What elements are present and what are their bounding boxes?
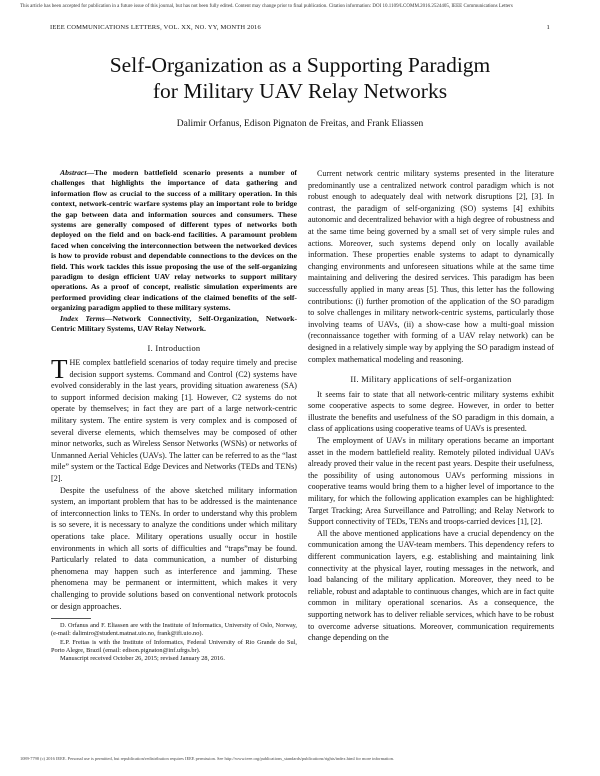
right-column — [308, 168, 554, 644]
index-terms-text: —Network Connectivity, Self-Organization, Network-Centric Military Systems, UAV Relay Network. — [51, 313, 298, 334]
index-terms-label: Index Terms — [60, 313, 105, 323]
paper-title — [40, 52, 560, 104]
section-heading-introduction: I. Introduction — [147, 343, 201, 353]
title-line-1: Self-Organization as a Supporting Paradigm — [109, 53, 491, 77]
intro-paragraph-1 — [51, 354, 297, 485]
left-column — [51, 168, 297, 663]
publication-notice: This article has been accepted for publication in a future issue of this journal, but has not been fully edited. Content may change prior to final publication. Citation information: DOI 10.1109/LCOMM.2016.2524405, IEEE Communications Letters — [20, 4, 513, 9]
footnote-affiliation-1: D. Orfanus and F. Eliassen are with the Institute of Informatics, University of Oslo, Norway, (e-mail: dalimiro@student.matnat.uio.no, frank@ifi.uio.no). — [51, 622, 297, 638]
abstract-text: —The modern battlefield scenario presents a number of challenges that highlights the importance of data gathering and information flow as crucial to the success of a military operation. In this context, network-centric warfare systems play an important role to bridge the gap between data and information sources and consumers. These systems are generally composed of different types of networks both deployed on the field and on back-end facilities. A paramount problem faced when conceiving the interconnection between the networked devices is how to provide robust and dependable connections to the devices on the field. This work tackles this issue proposing the use of the self-organizing paradigm to design efficient UAV relay networks to support military operations. As a proof of concept, realistic simulation experiments are performed providing clear indications of the claimed benefits of the self-organizing paradigm applied to these military systems. — [51, 168, 297, 313]
section2-paragraph-3: All the above mentioned applications have a crucial dependency on the communication among the UAV-team members. This dependency refers to different communication layers, e.g. establishing and maintaining link connectivity at the physical layer, routing messages in the network, and load balancing of the military application. Moreover, they need to be reliable, robust and adaptable to continuous changes, which are in fact quite common in military operational scenarios. As a consequence, the supporting network has to deliver reliable services, which have to be robust to overcome adverse situations. Moreover, communication requirements change depending on the — [308, 528, 554, 643]
intro-paragraph-2: Despite the usefulness of the above sketched military information system, an important problem that has to be addressed is the maintenance of interconnection links to TENs. In order to understand why this problem is so severe, it is necessary to analyze the conditions under which military operations take place. Military operations usually occur in hostile environments in which all sorts of difficulties and “traps”may be found. Particularly related to data communication, a number of disturbing phenomena may happen such as interference and jamming. These phenomena may be permanent or intermittent, which makes it very challenging to provide solutions based on conventional network protocols or design approaches. — [51, 485, 297, 611]
section2-paragraph-2: The employment of UAVs in military operations became an important asset in the modern battlefield reality. Remotely piloted individual UAVs already proved their value in the recent past years. Despite their usefulness, the possibility of using autonomous UAVs performing missions in cooperative teams would bring them to a higher level of importance to the military, for which the following application examples can be highlighted: Target Tracking; Area Surveillance and Patrolling; and Relay Network to Support connectivity of TEDs, TENs and troops-carried devices [1], [2]. — [308, 436, 554, 527]
journal-header: IEEE COMMUNICATIONS LETTERS, VOL. XX, NO. YY, MONTH 2016 — [50, 24, 261, 31]
page-number: 1 — [546, 24, 550, 31]
right-paragraph-1: Current network centric military systems presented in the literature predominantly use a centralized network control paradigm which is not robust enough to adequately deal with network disruptions [2], [3]. In contrast, the paradigm of self-organizing (SO) systems [4] exhibits autonomic and decentralized behavior with a high degree of robustness and at the same time being governed by a small set of very simple rules and actions. Moreover, such systems depend only on locally available information. These properties enable systems to adapt to dynamically changing environments and unforeseen situations while at the same time maintaining and delivering the desired services. This paradigm has been successfully applied in many areas [5]. Thus, this letter has the following contributions: (i) further promotion of the application of the SO paradigm to solve challenges in military network-centric systems, particularly those involving teams of UAVs, (ii) a show-case how a multi-goal mission (reconnaissance together with forming of a UAV relay network) can be designed in a relatively simple way by applying the SO paradigm instead of complex mathematical modeling and reasoning. — [308, 169, 554, 364]
abstract — [51, 168, 297, 314]
intro-paragraph-1-text: HE complex battlefield scenarios of today require timely and precise decision support systems. Command and Control (C2) systems have evolved considerably in the last years, providing situation awareness (SA) to support informed decision making [1]. However, C2 systems do not operate by themselves; in fact they are part of a large network-centric military system. The entire system is very complex and is composed of several diverse elements, which themselves may be composed of other minor networks, such as Wireless Sensor Networks (WSNs) or networks of Unmanned Aerial Vehicles (UAVs). The latter can be referred to as the “last mile” system or the Tactical Edge Devices and Networks (TEDs and TENs) [2]. — [51, 358, 297, 484]
footnote-manuscript-dates: Manuscript received October 26, 2015; revised January 28, 2016. — [60, 654, 225, 662]
footnote-rule — [51, 618, 91, 619]
author-list: Dalimir Orfanus, Edison Pignaton de Freitas, and Frank Eliassen — [176, 119, 424, 129]
drop-cap: T — [51, 354, 68, 385]
section-heading-military-applications: II. Military applications of self-organization — [350, 375, 512, 385]
footnote-affiliation-2: E.P. Freitas is with the Institute of Informatics, Federal University of Rio Grande do Sul, Porto Alegre, Brazil (email: edison.pignaton@inf.ufrgs.br). — [51, 638, 297, 654]
title-line-2: for Military UAV Relay Networks — [152, 79, 448, 103]
abstract-label: Abstract — [60, 168, 87, 177]
index-terms — [51, 314, 297, 335]
copyright-notice: 1089-7798 (c) 2016 IEEE. Personal use is permitted, but republication/redistribution requires IEEE permission. See http://www.ieee.org/publications_standards/publications/rights/index.html for more information. — [20, 756, 394, 761]
running-head — [50, 24, 550, 31]
section2-paragraph-1: It seems fair to state that all network-centric military systems exhibit some cooperative aspects to some degree. However, in order to better illustrate the benefits and usefulness of the SO paradigm in this domain, a class of applications using cooperative teams of UAVs is presented. — [308, 389, 554, 434]
